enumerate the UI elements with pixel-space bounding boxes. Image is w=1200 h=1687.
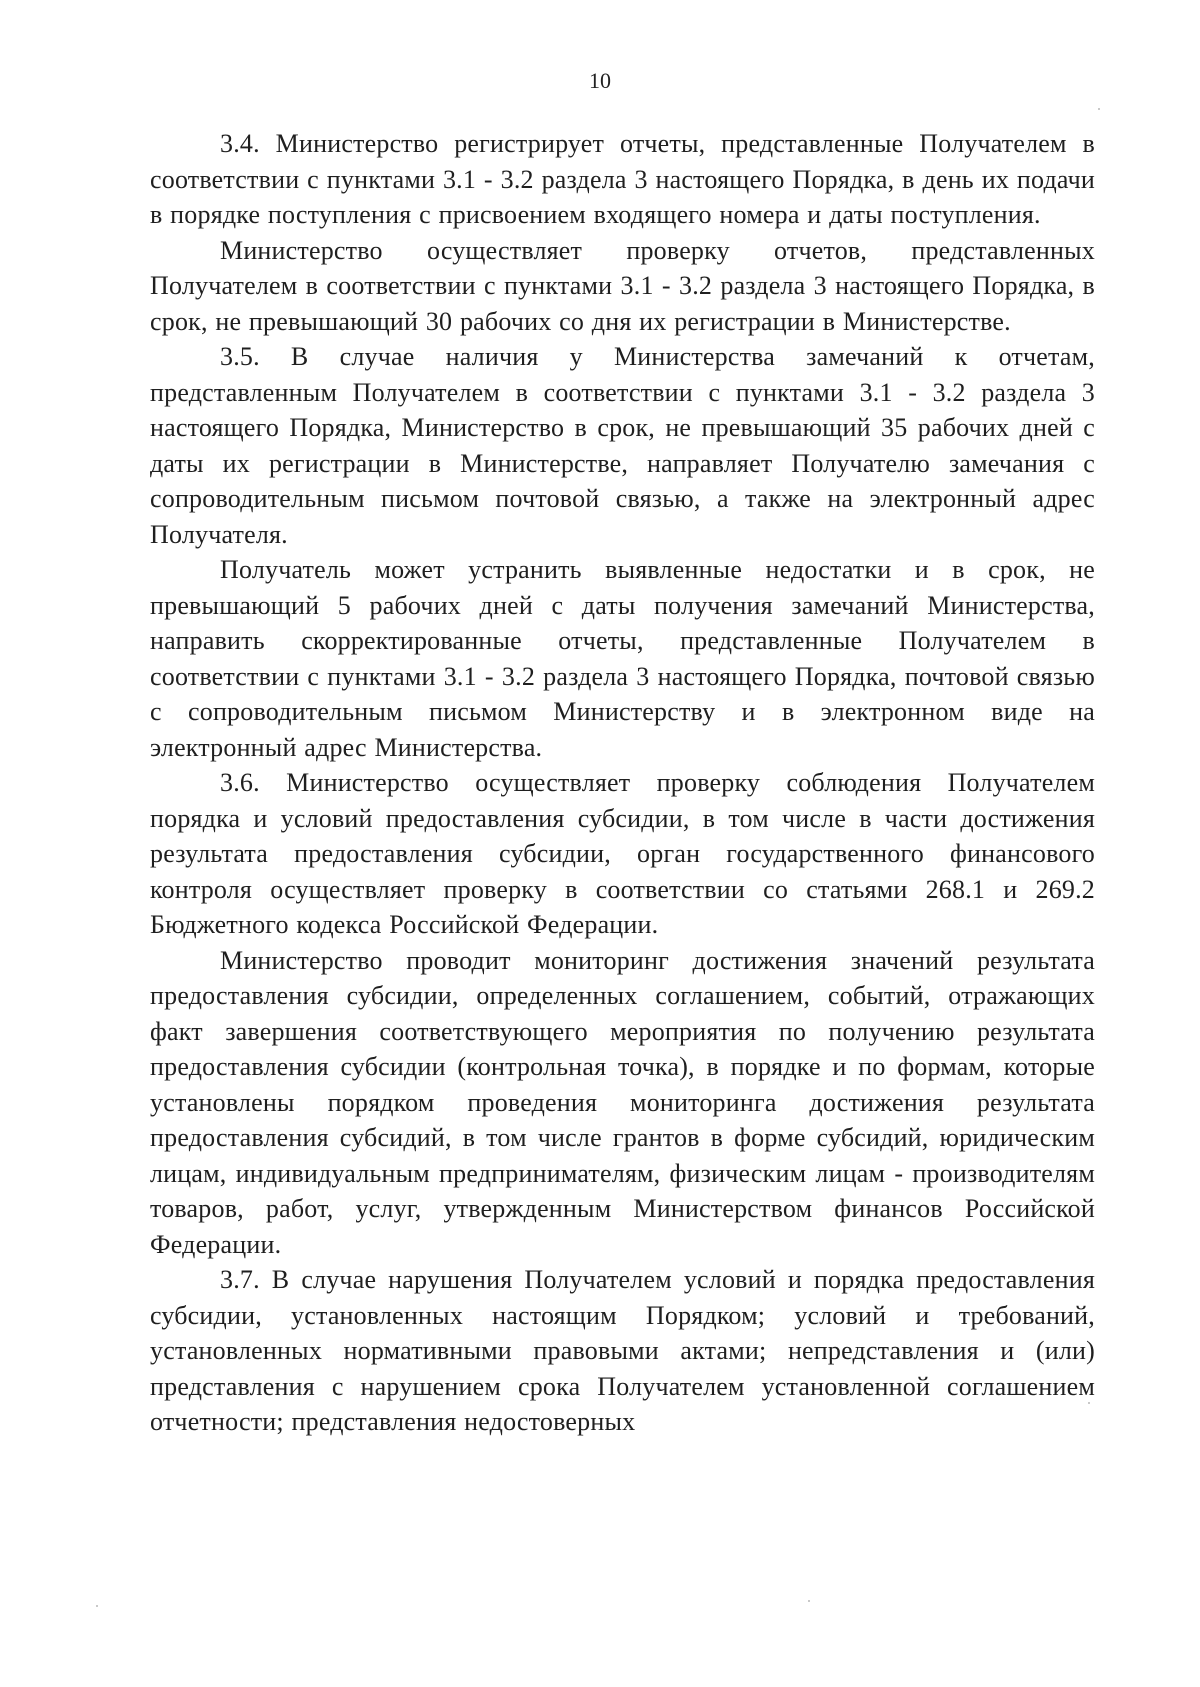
- page-number: 10: [589, 68, 611, 93]
- paragraph-3-6-monitoring: Министерство проводит мониторинг достижения значений результата предоставления субсидии, определенных соглашением, событий, отражающих факт завершения соответствующего мероприятия по получению результата предоставления субсидии (контрольная точка), в порядке и по формам, которые установлены порядком проведения мониторинга достижения результата предоставления субсидий, в том числе грантов в форме субсидий, юридическим лицам, индивидуальным предпринимателям, физическим лицам - производителям товаров, работ, услуг, утвержденным Министерством финансов Российской Федерации.: [150, 945, 1095, 1259]
- paragraph-3-6: 3.6. Министерство осуществляет проверку соблюдения Получателем порядка и условий предоставления субсидии, в том числе в части достижения результата предоставления субсидии, орган государственного финансового контроля осуществляет проверку в соответствии со статьями 268.1 и 269.2 Бюджетного кодекса Российской Федерации.: [150, 768, 1095, 939]
- scan-speck: [1088, 1402, 1090, 1404]
- paragraph-3-7: 3.7. В случае нарушения Получателем условий и порядка предоставления субсидии, установленных настоящим Порядком; условий и требований, установленных нормативными правовыми актами; непредставления и (или) представления с нарушением срока Получателем установленной соглашением отчетности; представления недостоверных: [150, 1265, 1095, 1436]
- paragraph-3-4-verification: Министерство осуществляет проверку отчетов, представленных Получателем в соответствии с пунктами 3.1 - 3.2 раздела 3 настоящего Порядка, в срок, не превышающий 30 рабочих со дня их регистрации в Министерстве.: [150, 235, 1095, 336]
- scan-speck: [808, 1600, 810, 1602]
- paragraph-3-5: 3.5. В случае наличия у Министерства замечаний к отчетам, представленным Получателем в соответствии с пунктами 3.1 - 3.2 раздела 3 настоящего Порядка, Министерство в срок, не превышающий 35 рабочих дней с даты их регистрации в Министерстве, направляет Получателю замечания с сопроводительным письмом почтовой связью, а также на электронный адрес Получателя.: [150, 342, 1095, 549]
- scan-speck: [1098, 108, 1100, 110]
- paragraph-3-4: 3.4. Министерство регистрирует отчеты, представленные Получателем в соответствии с пунктами 3.1 - 3.2 раздела 3 настоящего Порядка, в день их подачи в порядке поступления с присвоением входящего номера и даты поступления.: [150, 129, 1095, 229]
- paragraph-3-5-correction: Получатель может устранить выявленные недостатки и в срок, не превышающий 5 рабочих дней с даты получения замечаний Министерства, направить скорректированные отчеты, представленные Получателем в соответствии с пунктами 3.1 - 3.2 раздела 3 настоящего Порядка, почтовой связью с сопроводительным письмом Министерству и в электронном виде на электронный адрес Министерства.: [150, 555, 1095, 762]
- document-body: [150, 126, 1095, 1440]
- scan-speck: [96, 1605, 98, 1607]
